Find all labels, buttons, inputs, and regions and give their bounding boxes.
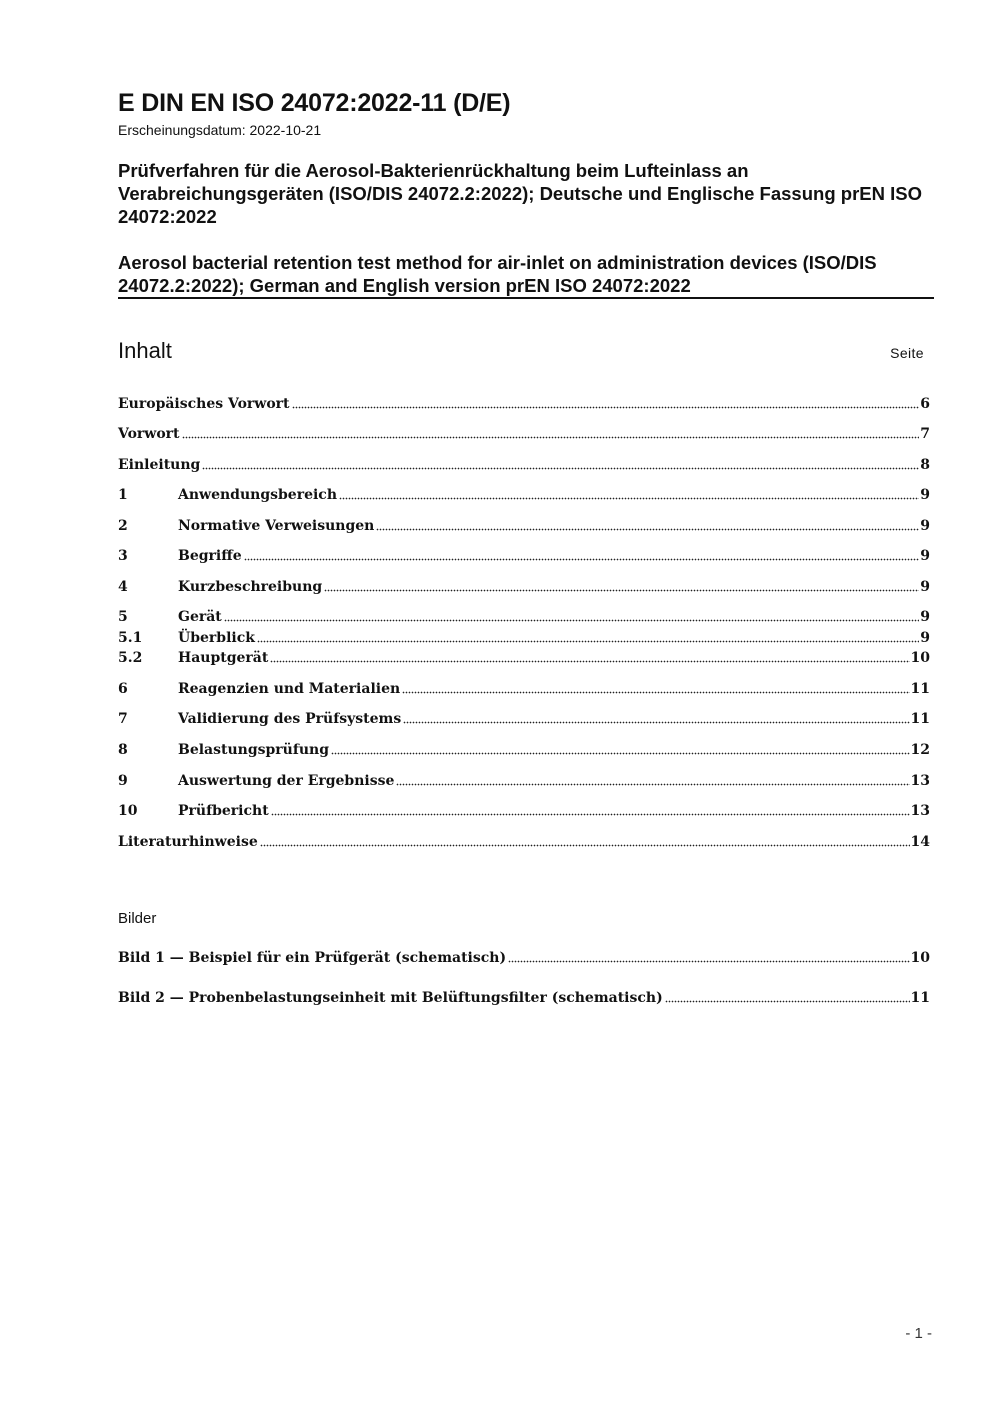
leader-dots (257, 640, 919, 643)
toc-entry[interactable] (118, 394, 930, 414)
figures-heading: Bilder (118, 910, 157, 927)
document-title: E DIN EN ISO 24072:2022-11 (D/E) (118, 89, 511, 117)
toc-entry[interactable] (118, 648, 930, 668)
toc-entry-page: 9 (920, 630, 930, 646)
toc-entry-label: Einleitung (118, 457, 201, 473)
figure-entry[interactable] (118, 988, 930, 1008)
leader-dots (270, 660, 909, 663)
publication-date: Erscheinungsdatum: 2022-10-21 (118, 122, 322, 138)
toc-entry[interactable] (118, 740, 930, 760)
leader-dots (324, 589, 919, 592)
toc-entry[interactable] (118, 628, 930, 648)
figure-entry-label: Bild 2 — Probenbelastungseinheit mit Belüftungsfilter (schematisch) (118, 990, 663, 1006)
toc-entry-label: Literaturhinweise (118, 834, 258, 850)
toc-entry-page: 9 (920, 487, 930, 503)
toc-entry-page: 13 (910, 803, 930, 819)
toc-entry-label: Anwendungsbereich (178, 487, 337, 503)
leader-dots (202, 467, 919, 470)
toc-entry-label: Normative Verweisungen (178, 518, 375, 534)
leader-dots (260, 844, 910, 847)
leader-dots (508, 960, 909, 963)
toc-entry-page: 8 (920, 457, 930, 473)
toc-entry-label: Belastungsprüfung (178, 742, 330, 758)
toc-entry-label: Auswertung der Ergebnisse (178, 773, 395, 789)
toc-entry-page: 9 (920, 579, 930, 595)
toc-entry-number: 5.2 (118, 650, 143, 666)
leader-dots (396, 783, 909, 786)
leader-dots (292, 406, 920, 409)
toc-entry-label: Prüfbericht (178, 803, 269, 819)
figure-entry-page: 11 (910, 990, 930, 1006)
toc-entry[interactable] (118, 577, 930, 597)
toc-entry-number: 4 (118, 579, 128, 595)
toc-entry-page: 11 (910, 681, 930, 697)
toc-entry-page: 10 (910, 650, 930, 666)
toc-entry[interactable] (118, 546, 930, 566)
toc-entry-page: 9 (920, 548, 930, 564)
toc-entry[interactable] (118, 424, 930, 444)
toc-entry-number: 7 (118, 711, 128, 727)
toc-entry[interactable] (118, 801, 930, 821)
toc-entry-number: 5 (118, 609, 128, 625)
leader-dots (182, 436, 920, 439)
toc-entry[interactable] (118, 455, 930, 475)
toc-entry-label: Begriffe (178, 548, 242, 564)
toc-entry-page: 14 (910, 834, 930, 850)
toc-entry[interactable] (118, 607, 930, 627)
toc-entry[interactable] (118, 679, 930, 699)
title-english: Aerosol bacterial retention test method for air-inlet on administration devices (ISO/DIS 24072.2:2022); German and English version prEN ISO 24072:2022 (118, 252, 877, 296)
title-german: Prüfverfahren für die Aerosol-Bakterienrückhaltung beim Lufteinlass an Verabreichungsgeräten (ISO/DIS 24072.2:2022); Deutsche und Englische Fassung prEN ISO 24072:2022 (118, 160, 922, 227)
toc-entry-page: 9 (920, 518, 930, 534)
toc-entry-page: 11 (910, 711, 930, 727)
leader-dots (376, 528, 919, 531)
toc-entry[interactable] (118, 771, 930, 791)
toc-entry-number: 2 (118, 518, 128, 534)
toc-entry-page: 7 (920, 426, 930, 442)
leader-dots (331, 752, 909, 755)
toc-heading: Inhalt (118, 338, 172, 363)
toc-entry-label: Gerät (178, 609, 222, 625)
leader-dots (224, 619, 919, 622)
toc-entry-number: 8 (118, 742, 128, 758)
toc-entry-number: 5.1 (118, 630, 143, 646)
toc-entry-page: 6 (920, 396, 930, 412)
figure-entry[interactable] (118, 948, 930, 968)
page-column-label: Seite (890, 345, 924, 361)
toc-entry-page: 9 (920, 609, 930, 625)
leader-dots (271, 813, 910, 816)
toc-entry-page: 12 (910, 742, 930, 758)
toc-entry-label: Kurzbeschreibung (178, 579, 323, 595)
toc-entry[interactable] (118, 709, 930, 729)
leader-dots (244, 558, 920, 561)
toc-entry-number: 6 (118, 681, 128, 697)
toc-entry-number: 10 (118, 803, 138, 819)
figure-entry-page: 10 (910, 950, 930, 966)
toc-entry-number: 3 (118, 548, 128, 564)
figure-entry-label: Bild 1 — Beispiel für ein Prüfgerät (schematisch) (118, 950, 507, 966)
toc-entry-number: 1 (118, 487, 128, 503)
toc-entry-label: Europäisches Vorwort (118, 396, 290, 412)
header-divider (118, 297, 934, 299)
leader-dots (665, 1000, 910, 1003)
page-number: - 1 - (905, 1325, 932, 1342)
toc-entry-label: Validierung des Prüfsystems (178, 711, 402, 727)
toc-entry[interactable] (118, 516, 930, 536)
toc-entry-number: 9 (118, 773, 128, 789)
leader-dots (402, 691, 909, 694)
leader-dots (403, 721, 909, 724)
toc-entry-label: Reagenzien und Materialien (178, 681, 401, 697)
toc-entry-page: 13 (910, 773, 930, 789)
toc-entry[interactable] (118, 485, 930, 505)
leader-dots (339, 497, 919, 500)
toc-entry-label: Überblick (178, 630, 255, 646)
toc-entry-label: Hauptgerät (178, 650, 269, 666)
toc-entry[interactable] (118, 832, 930, 852)
toc-entry-label: Vorwort (118, 426, 180, 442)
